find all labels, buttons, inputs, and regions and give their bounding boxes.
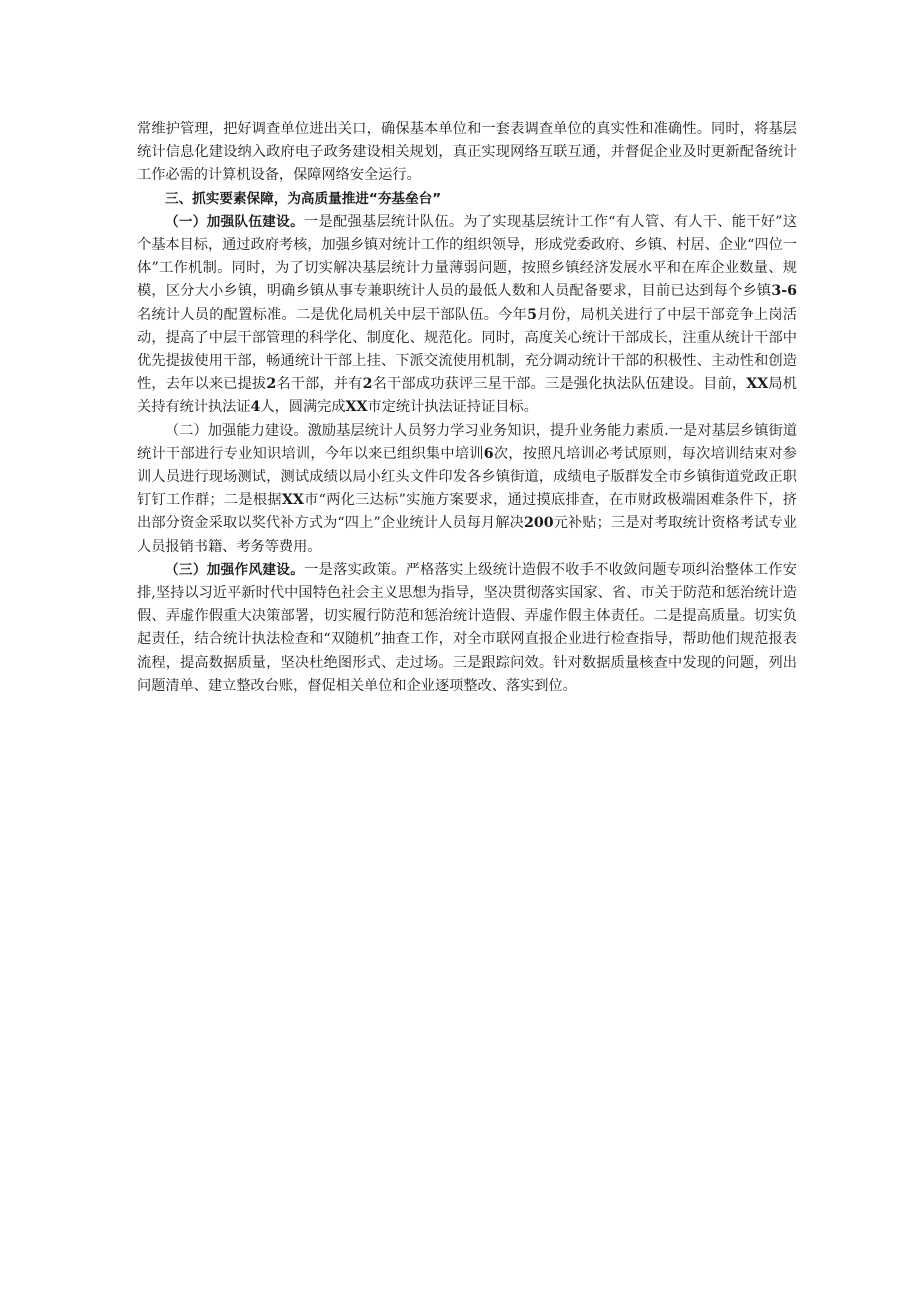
number: 6: [483, 445, 494, 462]
number: 200: [523, 515, 554, 532]
text: 市“两化三达标”实施方案要求，通过摸底排查，在市财政极端困难条件下，挤出部分资金采取以奖代补方式为“四上”企业统计人员每月解决: [137, 492, 797, 532]
number: 3-6: [771, 283, 797, 300]
paragraph-capacity-building: [137, 420, 797, 559]
number: XX: [345, 399, 368, 416]
number: 2: [362, 376, 373, 393]
text: 市定统计执法证持证目标。: [367, 399, 538, 416]
paragraph-intro: 常维护管理，把好调查单位进出关口，确保基本单位和一套表调查单位的真实性和准确性。同时，将基层统计信息化建设纳入政府电子政务建设相关规划，真正实现网络互联互通，并督促企业及时更新配备统计工作必需的计算机设备，保障网络安全运行。: [137, 121, 797, 184]
text: （二）加强能力建设。激励基层统计人员努力学习业务知识，提升业务能力素质.一是对基层乡镇街道统计干部进行专业知识培训，今年以来已组织集中培训: [137, 422, 797, 462]
number: 5: [527, 306, 537, 323]
text: 一是落实政策。严格落实上级统计造假不收手不收敛问题专项纠治整体工作安排,坚持以习近平新时代中国特色社会主义思想为指导，坚决贯彻落实国家、省、市关于防范和惩治统计造假、弄虚作假重大决策部署，切实履行防范和惩治统计造假、弄虚作假主体责任。二是提高质量。切实负起责任，结合统计执法检查和“双随机”抽查工作，对全市联网直报企业进行检查指导，帮助他们规范报表流程，提高数据质量，坚决杜绝图形式、走过场。三是跟踪问效。针对数据质量核查中发现的问题，列出问题清单、建立整改台账，督促相关单位和企业逐项整改、落实到位。: [137, 561, 797, 694]
document-page: [137, 118, 797, 698]
text: 月份，局机关进行了中层干部竞争上岗活动，提高了中层干部管理的科学化、制度化、规范化。同时，高度关心统计干部成长，注重从统计干部中优先提拔使用干部，畅通统计干部上挂、下派交流使用机制，充分调动统计干部的积极性、主动性和创造性，去年以来已提拔: [137, 306, 797, 393]
subheading-work-style: （三）加强作风建设。: [165, 561, 305, 578]
text: 名干部成功获评三星干部。三是强化执法队伍建设。目前，: [372, 376, 747, 393]
number: XX: [746, 376, 769, 393]
paragraph-work-style: [137, 559, 797, 698]
number: XX: [281, 492, 304, 509]
number: 4: [250, 399, 261, 416]
text: 元补贴；三是对考取统计资格考试专业人员报销书籍、考务等费用。: [137, 515, 797, 555]
subheading-team-building: （一）加强队伍建设。: [165, 213, 304, 230]
text: 一是配强基层统计队伍。为了实现基层统计工作“有人管、有人干、能干好”这个基本目标，通过政府考核，加强乡镇对统计工作的组织领导，形成党委政府、乡镇、村居、企业“四位一体”工作机制。同时，为了切实解决基层统计力量薄弱问题，按照乡镇经济发展水平和在库企业数量、规模，区分大小乡镇，明确乡镇从事专兼职统计人员的最低人数和人员配备要求，目前已达到每个乡镇: [137, 213, 798, 300]
text: 名统计人员的配置标准。二是优化局机关中层干部队伍。今年: [137, 306, 528, 323]
text: 局机关持有统计执法证: [137, 376, 797, 416]
text: 次，按照凡培训必考试原则，每次培训结束对参训人员进行现场测试，测试成绩以局小红头文件印发各乡镇街道，成绩电子版群发全市乡镇街道党政正职钉钉工作群；二是根据: [137, 445, 797, 509]
text: 人，圆满完成: [260, 399, 346, 416]
number: 2: [266, 376, 277, 393]
paragraph-team-building: [137, 211, 797, 420]
section-heading: 三、抓实要素保障，为高质量推进“夯基垒台”: [165, 190, 442, 207]
text: 名干部，并有: [276, 376, 363, 393]
